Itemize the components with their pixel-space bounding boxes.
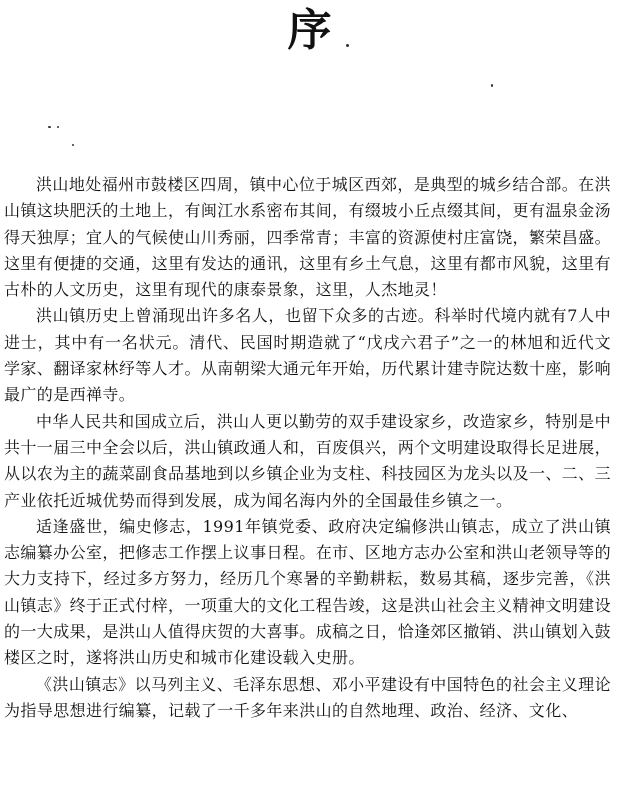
body-text xyxy=(4,172,611,724)
paragraph: 洪山地处福州市鼓楼区四周，镇中心位于城区西郊，是典型的城乡结合部。在洪山镇这块肥沃的土地上，有闽江水系密布其间，有缀坡小丘点缀其间，更有温泉金汤得天独厚；宜人的气候使山川秀丽，四季常青；丰富的资源使村庄富饶，繁荣昌盛。这里有便捷的交通，这里有发达的通讯，这里有乡土气息，这里有都市风貌，这里有古朴的人文历史，这里有现代的康泰景象，这里，人杰地灵！ xyxy=(4,175,611,300)
paragraph: 中华人民共和国成立后，洪山人更以勤劳的双手建设家乡，改造家乡，特别是中共十一届三中全会以后，洪山镇政通人和，百废俱兴，两个文明建设取得长足进展，从以农为主的蔬菜副食品基地到以乡镇企业为支柱、科技园区为龙头以及一、二、三产业依托近城优势而得到发展，成为闻名海内外的全国最佳乡镇之一。 xyxy=(4,411,611,510)
scan-speck xyxy=(491,84,493,87)
scan-speck xyxy=(57,126,59,128)
paragraph: 适逢盛世，编史修志，1991年镇党委、政府决定编修洪山镇志，成立了洪山镇志编纂办公室，把修志工作摆上议事日程。在市、区地方志办公室和洪山老领导等的大力支持下，经过多方努力，经历几个寒暑的辛勤耕耘，数易其稿，逐步完善，《洪山镇志》终于正式付梓，一项重大的文化工程告竣，这是洪山社会主义精神文明建设的一大成果，是洪山人值得庆贺的大喜事。成稿之日，恰逢郊区撤销、洪山镇划入鼓楼区之时，遂将洪山历史和城市化建设载入史册。 xyxy=(4,516,611,668)
scan-speck xyxy=(48,126,51,128)
scan-speck xyxy=(346,44,349,47)
scan-speck xyxy=(72,144,74,146)
page-title: 序 xyxy=(287,5,334,56)
paragraph: 《洪山镇志》以马列主义、毛泽东思想、邓小平建设有中国特色的社会主义理论为指导思想进行编纂，记载了一千多年来洪山的自然地理、政治、经济、文化、 xyxy=(4,674,611,720)
paragraph: 洪山镇历史上曾涌现出许多名人，也留下众多的古迹。科举时代境内就有7人中进士，其中有一名状元。清代、民国时期造就了“戊戌六君子”之一的林旭和近代文学家、翻译家林纾等人才。从南朝梁大通元年开始，历代累计建寺院达数十座，影响最广的是西禅寺。 xyxy=(4,306,611,405)
